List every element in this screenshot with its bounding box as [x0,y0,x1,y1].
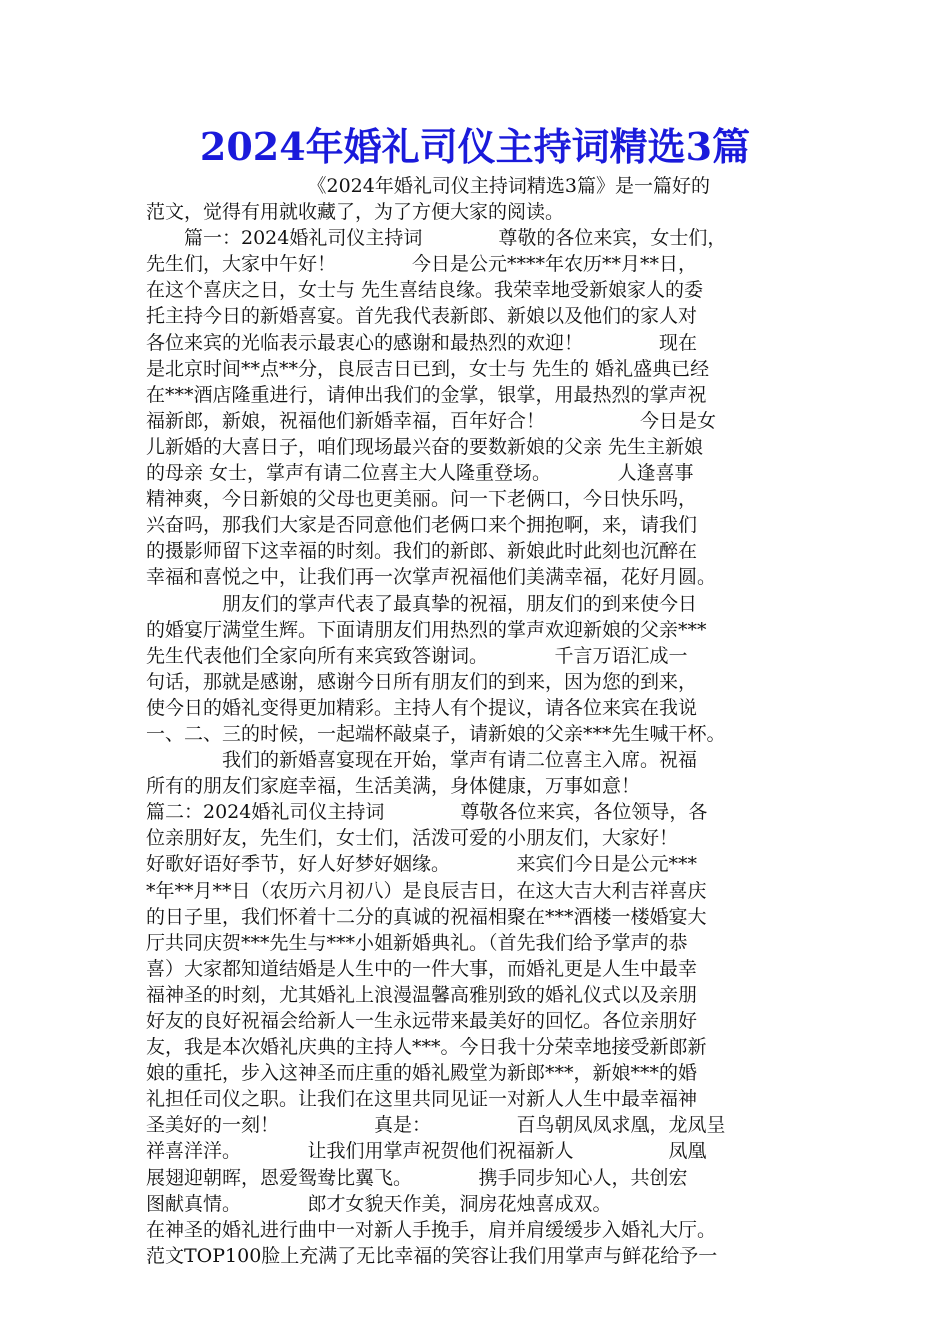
text-line: 先生代表他们全家向所有来宾致答谢词。 千言万语汇成一 [146,644,688,667]
text-line: 祥喜洋洋。 让我们用掌声祝贺他们祝福新人 凤凰 [146,1140,707,1163]
text-line: 兴奋吗，那我们大家是否同意他们老俩口来个拥抱啊，来，请我们 [146,514,698,537]
text-line: 厅共同庆贺***先生与***小姐新婚典礼。（首先我们给予掌声的恭 [146,931,688,954]
text-line: *年**月**日（农历六月初八）是良辰吉日，在这大吉大利吉祥喜庆 [146,879,707,902]
text-line: 先生们，大家中午好！ 今日是公元****年农历**月**日， [146,253,698,276]
text-line: 喜）大家都知道结婚是人生中的一件大事，而婚礼更是人生中最幸 [146,957,698,980]
text-line: 是北京时间**点**分，良辰吉日已到，女士与 先生的 婚礼盛典已经 [146,357,710,380]
text-line: 在这个喜庆之日，女士与 先生喜结良缘。我荣幸地受新娘家人的委 [146,279,704,302]
text-line: 朋友们的掌声代表了最真挚的祝福，朋友们的到来使今日 [146,592,698,615]
document-title: 2024年婚礼司仪主持词精选3篇 [199,124,751,169]
text-line: 娘的重托，步入这神圣而庄重的婚礼殿堂为新郎***，新娘***的婚 [146,1062,698,1085]
text-line: 的摄影师留下这幸福的时刻。我们的新郎、新娘此时此刻也沉醉在 [146,540,698,563]
text-line: 使今日的婚礼变得更加精彩。主持人有个提议，请各位来宾在我说 [146,696,698,719]
text-line: 的母亲 女士，掌声有请二位喜主大人隆重登场。 人逢喜事 [146,462,694,485]
text-line: 范文，觉得有用就收藏了，为了方便大家的阅读。 [146,201,565,224]
text-line: 儿新婚的大喜日子，咱们现场最兴奋的要数新娘的父亲 先生主新娘 [146,435,704,458]
document-body [146,173,818,1269]
text-line: 《2024年婚礼司仪主持词精选3篇》是一篇好的 [146,175,710,197]
text-line: 的婚宴厅满堂生辉。下面请朋友们用热烈的掌声欢迎新娘的父亲*** [146,618,707,641]
text-line: 圣美好的一刻！ 真是： 百鸟朝凤凤求凰，龙凤呈 [146,1114,726,1137]
text-line: 篇一：2024婚礼司仪主持词 尊敬的各位来宾，女士们， [146,227,727,250]
text-line: 好歌好语好季节，好人好梦好姻缘。 来宾们今日是公元*** [146,853,698,876]
text-line: 展翅迎朝晖，恩爱鸳鸯比翼飞。 携手同步知心人，共创宏 [146,1166,688,1189]
text-line: 礼担任司仪之职。让我们在这里共同见证一对新人人生中最幸福神 [146,1088,698,1111]
text-line: 幸福和喜悦之中，让我们再一次掌声祝福他们美满幸福，花好月圆。 [146,566,717,589]
text-line: 所有的朋友们家庭幸福，生活美满，身体健康，万事如意！ [146,775,641,798]
text-line: 句话，那就是感谢，感谢今日所有朋友们的到来，因为您的到来， [146,670,698,693]
text-line: 精神爽，今日新娘的父母也更美丽。问一下老俩口，今日快乐吗， [146,488,698,511]
text-line: 在***酒店隆重进行，请伸出我们的金掌，银掌，用最热烈的掌声祝 [146,383,707,406]
text-line: 我们的新婚喜宴现在开始，掌声有请二位喜主入席。祝福 [146,749,698,772]
text-line: 在神圣的婚礼进行曲中一对新人手挽手，肩并肩缓缓步入婚礼大厅。 [146,1218,717,1241]
text-line: 范文TOP100脸上充满了无比幸福的笑容让我们用掌声与鲜花给予一 [146,1244,718,1267]
text-line: 一、二、三的时候，一起端杯敲桌子，请新娘的父亲***先生喊干杯。 [146,722,726,745]
text-line: 位亲朋好友，先生们，女士们，活泼可爱的小朋友们，大家好！ [146,827,679,850]
text-line: 图献真情。 郎才女貌天作美，洞房花烛喜成双。 [146,1192,612,1215]
text-line: 各位来宾的光临表示最衷心的感谢和最热烈的欢迎！ 现在 [146,331,698,354]
text-line: 福新郎，新娘，祝福他们新婚幸福，百年好合！ 今日是女 [146,409,717,432]
text-line: 好友的良好祝福会给新人一生永远带来最美好的回忆。各位亲朋好 [146,1010,698,1032]
text-line: 福神圣的时刻，尤其婚礼上浪漫温馨高雅别致的婚礼仪式以及亲朋 [146,983,698,1006]
text-line: 的日子里，我们怀着十二分的真诚的祝福相聚在***酒楼一楼婚宴大 [146,905,707,928]
text-line: 友，我是本次婚礼庆典的主持人***。今日我十分荣幸地接受新郎新 [146,1036,707,1059]
text-line: 篇二：2024婚礼司仪主持词 尊敬各位来宾，各位领导，各 [146,801,708,824]
text-line: 托主持今日的新婚喜宴。首先我代表新郎、新娘以及他们的家人对 [146,305,698,328]
